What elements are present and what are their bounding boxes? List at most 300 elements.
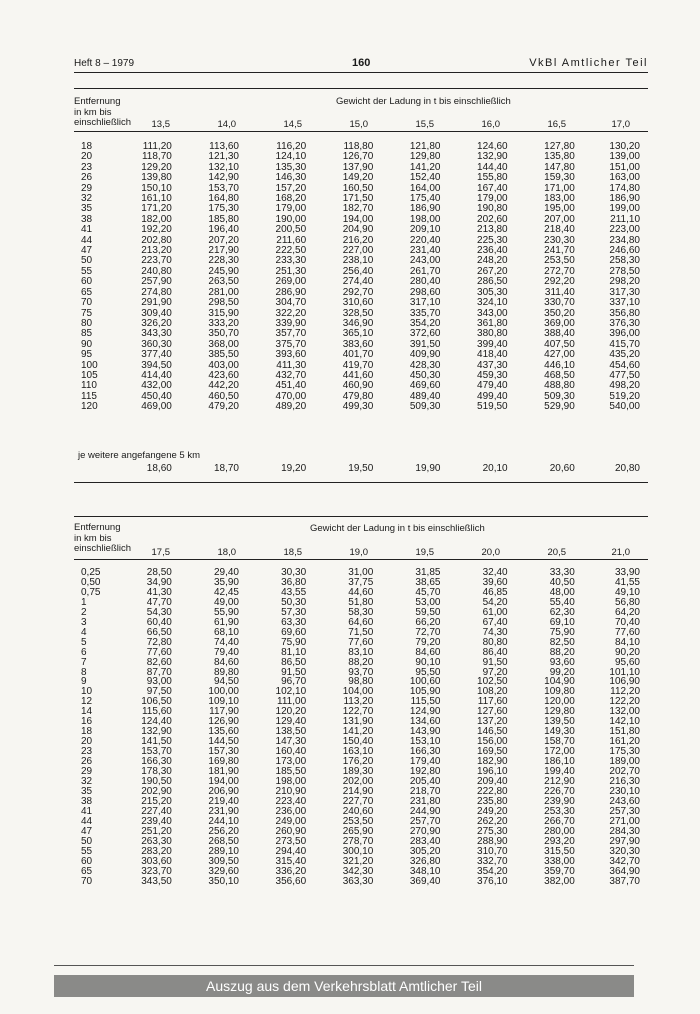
rate-cell: 77,60 [348, 636, 374, 648]
rate-cell: 179,40 [409, 756, 441, 768]
rate-cell: 354,20 [409, 317, 441, 329]
rate-cell: 72,80 [146, 636, 172, 648]
rate-cell: 356,60 [275, 875, 307, 887]
section-title: VkBl Amtlicher Teil [529, 57, 648, 69]
rate-cell: 293,20 [544, 835, 575, 847]
rate-cell: 529,90 [544, 401, 575, 413]
rate-cell: 202,80 [141, 234, 172, 246]
rate-cell: 343,30 [141, 328, 172, 340]
rate-cell: 41,55 [614, 576, 640, 588]
rate-cell: 207,20 [208, 234, 239, 246]
rate-cell: 273,50 [275, 835, 307, 847]
rate-cell: 106,50 [141, 696, 172, 708]
weight-column-header: 20,5 [547, 547, 566, 558]
rate-cell: 335,70 [409, 307, 441, 319]
rate-cell: 166,30 [409, 746, 441, 758]
rate-cell: 499,40 [477, 390, 508, 402]
rate-cell: 519,50 [477, 401, 508, 413]
rate-cell: 33,30 [549, 567, 575, 578]
rate-cell: 268,50 [208, 835, 239, 847]
rate-cell: 323,70 [141, 865, 172, 877]
weight-column-header: 20,0 [481, 547, 500, 558]
rate-cell: 365,10 [342, 328, 374, 340]
distance-cell: 26 [81, 756, 93, 768]
rate-cell: 104,00 [342, 686, 374, 698]
rate-cell: 223,40 [275, 795, 307, 807]
rate-cell: 213,80 [477, 224, 508, 236]
distance-cell: 26 [81, 172, 93, 184]
rate-cell: 540,00 [609, 401, 640, 413]
rate-cell: 403,00 [208, 359, 239, 371]
rate-cell: 211,10 [610, 213, 640, 225]
distance-cell: 0,50 [81, 576, 101, 588]
distance-cell: 70 [81, 297, 93, 309]
rate-cell: 121,80 [409, 141, 441, 152]
rate-cell: 328,50 [342, 307, 374, 319]
distance-cell: 20 [81, 736, 93, 748]
rate-cell: 350,10 [208, 875, 239, 887]
rate-cell: 42,45 [213, 586, 239, 598]
rate-cell: 183,00 [544, 193, 575, 205]
distance-cell: 70 [81, 875, 93, 887]
rate-cell: 58,30 [348, 606, 374, 618]
rate-cell: 149,30 [544, 726, 575, 738]
rate-cell: 235,80 [477, 795, 508, 807]
rate-cell: 29,40 [213, 567, 239, 578]
rate-cell: 257,70 [409, 815, 441, 827]
distance-cell: 110 [81, 380, 97, 392]
distance-cell: 12 [81, 696, 93, 708]
rate-cell: 257,30 [609, 805, 640, 817]
rate-cell: 409,90 [409, 349, 441, 361]
rate-cell: 289,10 [208, 845, 239, 857]
distance-cell: 50 [81, 835, 93, 847]
rate-cell: 168,20 [275, 193, 307, 205]
rate-cell: 399,40 [477, 338, 508, 350]
rate-cell: 113,60 [209, 141, 239, 152]
rate-cell: 460,90 [342, 380, 374, 392]
rate-cell: 202,60 [477, 213, 508, 225]
rate-cell: 419,70 [342, 359, 374, 371]
rate-cell: 272,70 [544, 265, 575, 277]
rate-cell: 223,00 [609, 224, 640, 236]
rate-cell: 172,00 [544, 746, 575, 758]
rate-cell: 75,90 [281, 636, 307, 648]
distance-cell: 44 [81, 815, 93, 827]
rate-cell: 32,40 [482, 567, 508, 578]
distance-cell: 60 [81, 855, 93, 867]
rate-cell: 253,50 [342, 815, 374, 827]
rate-cell: 198,00 [275, 776, 307, 788]
rate-cell: 363,30 [342, 875, 374, 887]
distance-label-line: in km bis [74, 106, 112, 118]
distance-cell: 50 [81, 255, 93, 267]
rate-cell: 509,30 [409, 401, 441, 413]
rate-cell: 142,10 [609, 716, 640, 728]
surcharge-cell: 20,10 [482, 462, 508, 474]
rate-cell: 74,40 [213, 636, 239, 648]
rate-cell: 292,70 [342, 286, 374, 298]
distance-cell: 1 [81, 596, 87, 608]
table-bottom-rule [74, 482, 648, 483]
rate-cell: 135,60 [208, 726, 239, 738]
rate-cell: 350,70 [208, 328, 239, 340]
rate-cell: 231,90 [208, 805, 239, 817]
rate-cell: 181,90 [208, 766, 239, 778]
rate-cell: 315,40 [275, 855, 307, 867]
rate-cell: 70,40 [614, 616, 640, 628]
rate-cell: 132,90 [477, 151, 508, 163]
rate-cell: 309,50 [208, 855, 239, 867]
rate-cell: 338,00 [544, 855, 575, 867]
rate-cell: 346,90 [342, 317, 374, 329]
rate-cell: 175,40 [409, 193, 441, 205]
rate-cell: 132,00 [609, 706, 640, 718]
rate-cell: 101,10 [609, 666, 640, 678]
rate-cell: 69,10 [549, 616, 575, 628]
rate-cell: 141,20 [342, 726, 374, 738]
rate-cell: 388,40 [544, 328, 575, 340]
rate-cell: 157,30 [208, 746, 239, 758]
rate-cell: 82,50 [549, 636, 575, 648]
surcharge-cell: 19,20 [281, 462, 307, 474]
rate-cell: 222,50 [275, 245, 307, 257]
rate-cell: 266,70 [544, 815, 575, 827]
rate-cell: 249,20 [477, 805, 508, 817]
rate-cell: 34,90 [146, 576, 172, 588]
rate-cell: 161,20 [609, 736, 640, 748]
rate-cell: 160,40 [275, 746, 307, 758]
rate-cell: 219,40 [208, 795, 239, 807]
rate-cell: 275,30 [477, 825, 508, 837]
rate-cell: 120,00 [544, 696, 575, 708]
rate-cell: 391,50 [409, 338, 441, 350]
rate-cell: 230,30 [544, 234, 575, 246]
rate-cell: 432,70 [275, 369, 307, 381]
rate-cell: 192,80 [409, 766, 441, 778]
rate-cell: 190,50 [141, 776, 172, 788]
distance-cell: 75 [81, 307, 93, 319]
rate-cell: 261,70 [409, 265, 441, 277]
rate-cell: 356,80 [609, 307, 640, 319]
rate-cell: 146,50 [477, 726, 508, 738]
rate-cell: 109,80 [544, 686, 575, 698]
rate-cell: 315,90 [208, 307, 239, 319]
rate-cell: 56,80 [614, 596, 640, 608]
rate-cell: 63,30 [281, 616, 307, 628]
distance-cell: 0,25 [81, 567, 101, 578]
rate-cell: 469,60 [409, 380, 441, 392]
rate-cell: 135,80 [544, 151, 575, 163]
rate-cell: 248,20 [477, 255, 508, 267]
surcharge-cell: 20,60 [549, 462, 575, 474]
rate-cell: 115,50 [410, 696, 441, 708]
rate-cell: 115,60 [141, 706, 172, 718]
distance-cell: 3 [81, 616, 87, 628]
weight-column-header: 17,0 [611, 119, 630, 130]
rate-cell: 336,20 [275, 865, 307, 877]
weight-column-header: 13,5 [151, 119, 170, 130]
rate-cell: 415,70 [609, 338, 640, 350]
rate-cell: 205,40 [409, 776, 441, 788]
rate-cell: 423,60 [208, 369, 239, 381]
distance-cell: 7 [81, 656, 87, 668]
rate-cell: 163,00 [609, 172, 640, 184]
rate-cell: 68,10 [213, 626, 239, 638]
rate-cell: 202,70 [609, 766, 640, 778]
rate-cell: 244,90 [409, 805, 441, 817]
rate-cell: 122,20 [609, 696, 640, 708]
rate-cell: 305,20 [409, 845, 441, 857]
distance-cell: 16 [81, 716, 93, 728]
rate-cell: 298,20 [609, 276, 640, 288]
rate-cell: 186,10 [544, 756, 575, 768]
rate-cell: 309,40 [141, 307, 172, 319]
rate-cell: 332,70 [477, 855, 508, 867]
rate-cell: 106,90 [609, 676, 640, 688]
rate-cell: 138,50 [275, 726, 307, 738]
rate-cell: 442,20 [208, 380, 239, 392]
rate-cell: 479,80 [342, 390, 374, 402]
rate-cell: 53,00 [415, 596, 441, 608]
rate-cell: 151,00 [609, 161, 640, 173]
rate-cell: 198,00 [409, 213, 441, 225]
rate-cell: 90,20 [614, 646, 640, 658]
rate-cell: 310,70 [477, 845, 508, 857]
rate-cell: 393,60 [275, 349, 307, 361]
rate-cell: 100,60 [409, 676, 441, 688]
rate-cell: 253,30 [544, 805, 575, 817]
distance-cell: 23 [81, 746, 93, 758]
rate-cell: 67,40 [482, 616, 508, 628]
weight-column-header: 18,5 [283, 547, 302, 558]
rate-cell: 199,00 [609, 203, 640, 215]
rate-cell: 132,10 [208, 161, 239, 173]
rate-cell: 163,10 [342, 746, 374, 758]
distance-cell: 100 [81, 359, 98, 371]
rate-cell: 118,80 [343, 141, 374, 152]
rate-cell: 199,40 [544, 766, 575, 778]
rate-cell: 376,30 [609, 317, 640, 329]
rate-cell: 377,40 [141, 349, 172, 361]
rate-cell: 498,20 [609, 380, 640, 392]
rate-cell: 477,50 [609, 369, 640, 381]
rate-cell: 144,40 [477, 161, 508, 173]
rate-cell: 71,50 [348, 626, 374, 638]
rate-cell: 175,30 [609, 746, 640, 758]
rate-cell: 108,20 [477, 686, 508, 698]
rate-cell: 382,00 [544, 875, 575, 887]
rate-cell: 348,10 [409, 865, 441, 877]
rate-cell: 174,80 [609, 182, 640, 194]
rate-cell: 376,10 [477, 875, 508, 887]
surcharge-label: je weitere angefangene 5 km [78, 450, 200, 461]
rate-cell: 62,30 [549, 606, 575, 618]
weight-column-header: 15,0 [349, 119, 368, 130]
rate-cell: 44,60 [348, 586, 374, 598]
rate-cell: 40,50 [549, 576, 575, 588]
rate-cell: 137,20 [477, 716, 508, 728]
rate-cell: 204,90 [342, 224, 374, 236]
distance-cell: 55 [81, 265, 93, 277]
distance-cell: 60 [81, 276, 93, 288]
rate-cell: 189,30 [342, 766, 374, 778]
rate-cell: 147,30 [275, 736, 307, 748]
rate-cell: 450,30 [409, 369, 441, 381]
rate-cell: 142,90 [208, 172, 239, 184]
rate-cell: 120,20 [275, 706, 307, 718]
rate-cell: 131,90 [342, 716, 374, 728]
rate-cell: 124,90 [409, 706, 441, 718]
table-row [74, 402, 648, 412]
weight-column-header: 16,0 [481, 119, 500, 130]
rate-cell: 160,50 [342, 182, 374, 194]
rate-cell: 228,30 [208, 255, 239, 267]
rate-cell: 45,70 [415, 586, 441, 598]
rate-cell: 194,00 [208, 776, 239, 788]
rate-cell: 55,40 [549, 596, 575, 608]
rate-cell: 251,20 [141, 825, 172, 837]
distance-cell: 10 [81, 686, 93, 698]
rate-cell: 361,80 [477, 317, 508, 329]
rate-cell: 200,50 [275, 224, 307, 236]
rate-cell: 57,30 [281, 606, 307, 618]
distance-cell: 6 [81, 646, 87, 658]
rate-cell: 152,40 [409, 172, 441, 184]
rate-cell: 139,00 [609, 151, 640, 163]
distance-cell: 2 [81, 606, 87, 618]
rate-cell: 294,40 [275, 845, 307, 857]
rate-cell: 387,70 [609, 875, 640, 887]
rate-cell: 153,70 [208, 182, 239, 194]
surcharge-row [74, 462, 648, 474]
weight-group-label: Gewicht der Ladung in t bis einschließlich [336, 96, 511, 107]
rate-cell: 39,60 [482, 576, 508, 588]
rate-cell: 134,60 [409, 716, 441, 728]
distance-cell: 32 [81, 776, 93, 788]
rate-cell: 189,00 [609, 756, 640, 768]
rate-cell: 159,30 [544, 172, 575, 184]
rate-cell: 182,90 [477, 756, 508, 768]
rate-cell: 414,40 [141, 369, 172, 381]
distance-label-line: Entfernung [74, 96, 121, 107]
rate-cell: 105,90 [409, 686, 441, 698]
rate-cell: 383,60 [342, 338, 374, 350]
rate-cell: 95,60 [614, 656, 640, 668]
rate-cell: 124,60 [477, 141, 508, 152]
rate-cell: 267,20 [477, 265, 508, 277]
rate-cell: 51,80 [348, 596, 374, 608]
rate-cell: 82,60 [146, 656, 172, 668]
rate-cell: 93,70 [348, 666, 374, 678]
rate-cell: 171,50 [342, 193, 374, 205]
distance-cell: 4 [81, 626, 87, 638]
distance-cell: 18 [81, 141, 93, 152]
rate-cell: 156,00 [477, 736, 508, 748]
rate-cell: 292,20 [544, 276, 575, 288]
rate-cell: 401,70 [342, 349, 374, 361]
rate-cell: 225,30 [477, 234, 508, 246]
rate-cell: 216,30 [609, 776, 640, 788]
rate-cell: 286,50 [477, 276, 508, 288]
rate-cell: 216,20 [342, 234, 374, 246]
rate-cell: 95,50 [415, 666, 441, 678]
rate-cell: 284,30 [609, 825, 640, 837]
rate-cell: 215,20 [141, 795, 172, 807]
rate-cell: 435,20 [609, 349, 640, 361]
rate-cell: 158,70 [544, 736, 575, 748]
rate-cell: 74,30 [482, 626, 508, 638]
rate-cell: 214,90 [342, 785, 374, 797]
rate-cell: 454,60 [609, 359, 640, 371]
rate-cell: 315,50 [544, 845, 575, 857]
rate-cell: 230,10 [609, 785, 640, 797]
rate-cell: 122,70 [342, 706, 374, 718]
rate-cell: 298,50 [208, 297, 239, 309]
rate-cell: 330,70 [544, 297, 575, 309]
rate-cell: 280,00 [544, 825, 575, 837]
rate-cell: 194,00 [342, 213, 374, 225]
distance-cell: 65 [81, 286, 93, 298]
rate-cell: 97,20 [482, 666, 508, 678]
rate-cell: 479,20 [208, 401, 239, 413]
rate-cell: 79,40 [213, 646, 239, 658]
rate-cell: 88,20 [549, 646, 575, 658]
rate-cell: 102,50 [477, 676, 508, 688]
rate-cell: 407,50 [544, 338, 575, 350]
rate-cell: 129,80 [409, 151, 441, 163]
rate-cell: 90,10 [415, 656, 441, 668]
rate-cell: 124,40 [141, 716, 172, 728]
rate-cell: 236,40 [477, 245, 508, 257]
page-header [74, 56, 648, 73]
rate-cell: 91,50 [281, 666, 307, 678]
rate-cell: 83,10 [348, 646, 374, 658]
rate-cell: 80,80 [482, 636, 508, 648]
rate-cell: 380,80 [477, 328, 508, 340]
rate-cell: 249,00 [275, 815, 307, 827]
distance-cell: 18 [81, 726, 93, 738]
rate-cell: 244,10 [208, 815, 239, 827]
rate-cell: 84,60 [415, 646, 441, 658]
rate-cell: 343,00 [477, 307, 508, 319]
rate-cell: 322,20 [275, 307, 307, 319]
rate-cell: 150,10 [141, 182, 172, 194]
weight-group-label: Gewicht der Ladung in t bis einschließlich [310, 523, 485, 534]
rate-cell: 153,70 [141, 746, 172, 758]
rate-cell: 186,90 [409, 203, 441, 215]
rate-cell: 43,55 [281, 586, 307, 598]
rate-cell: 64,20 [614, 606, 640, 618]
rate-cell: 129,40 [275, 716, 307, 728]
weight-column-header: 21,0 [611, 547, 630, 558]
rate-cell: 394,50 [141, 359, 172, 371]
rate-cell: 124,10 [275, 151, 307, 163]
rate-cell: 217,90 [208, 245, 239, 257]
rate-cell: 280,40 [409, 276, 441, 288]
distance-label-line: in km bis [74, 532, 112, 544]
rate-cell: 111,20 [142, 141, 172, 152]
rate-cell: 46,85 [482, 586, 508, 598]
rate-cell: 320,30 [609, 845, 640, 857]
rate-cell: 317,30 [609, 286, 640, 298]
rate-cell: 117,60 [477, 696, 508, 708]
rate-cell: 274,80 [141, 286, 172, 298]
rate-cell: 274,40 [342, 276, 374, 288]
rate-cell: 104,90 [544, 676, 575, 688]
rate-cell: 489,40 [409, 390, 441, 402]
rate-cell: 256,20 [208, 825, 239, 837]
